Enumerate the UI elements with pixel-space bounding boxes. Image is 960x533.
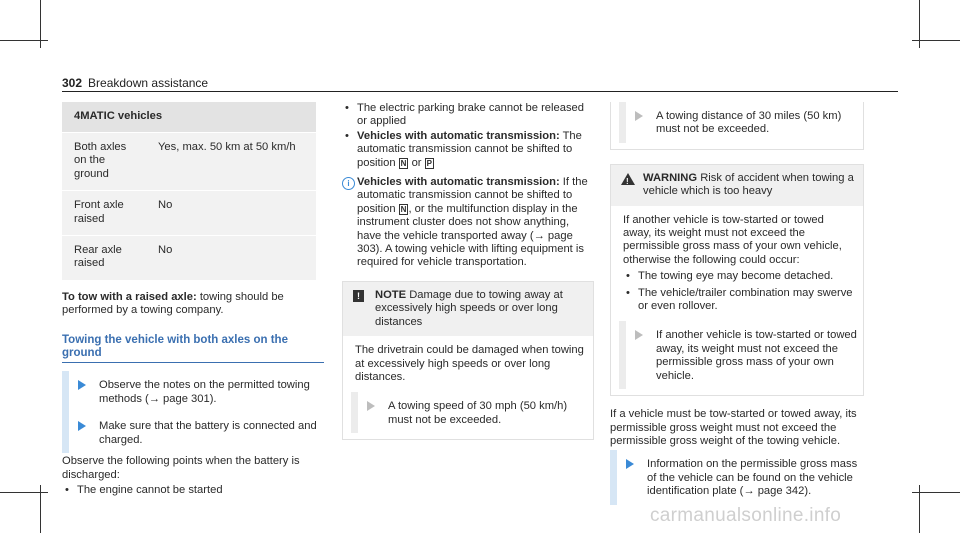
bullet-item: • The engine cannot be started — [62, 484, 324, 497]
arrow-right-icon — [367, 401, 375, 411]
arrow-right-icon — [635, 111, 643, 121]
bullet-lead: Vehicles with automatic transmission: — [357, 129, 560, 142]
gear-n-icon: N — [400, 204, 407, 214]
table-cell: Front axle raised — [62, 191, 146, 236]
page-header — [62, 76, 208, 90]
arrow-right-icon — [635, 330, 643, 340]
note-icon: ! — [353, 290, 364, 302]
table-cell: No — [146, 236, 316, 280]
raised-axle-text: towing should be performed by a towing company. — [62, 290, 284, 317]
crop-mark — [0, 40, 48, 41]
bullet-text: The automatic transmission cannot be shifted to position — [357, 129, 582, 169]
arrow-right-icon — [78, 380, 86, 390]
step-text: Make sure that the battery is connected and charged. — [99, 420, 317, 446]
column-3 — [610, 102, 864, 505]
warning-text: If another vehicle is tow-started or towed away, its weight must not exceed the permissible gross mass of your own vehicle, otherwise the following could occur: — [623, 213, 842, 266]
step-item — [619, 102, 863, 143]
warning-box — [610, 164, 864, 396]
note-box — [342, 281, 594, 440]
step-text: Information on the permissible gross mass of the vehicle can be found on the vehicle identification plate (→ page 342). — [647, 458, 858, 498]
subheading: Towing the vehicle with both axles on the ground — [62, 333, 288, 360]
table-row — [62, 236, 316, 280]
table-cell: Rear axle raised — [62, 236, 146, 280]
table-row — [62, 133, 316, 191]
observe-text: Observe the following points when the battery is discharged: — [62, 455, 300, 481]
table-cell: Yes, max. 50 km at 50 km/h — [146, 133, 316, 191]
bullet-item: • The towing eye may become detached. — [623, 270, 855, 283]
note-text: The drivetrain could be damaged when towing at excessively high speeds or over long distances. — [355, 344, 584, 383]
warning-header — [611, 165, 863, 206]
column-1 — [62, 102, 324, 497]
warning-icon: ! — [621, 173, 635, 185]
subheading-block — [62, 334, 324, 364]
bullet-item: • The electric parking brake cannot be released or applied — [342, 102, 594, 129]
crop-mark — [912, 492, 960, 493]
bullet-item — [342, 130, 594, 170]
warning-body — [611, 206, 863, 322]
gear-n-icon: N — [400, 158, 407, 168]
note-continuation-box — [610, 102, 864, 150]
crop-mark — [912, 40, 960, 41]
subheading-rule — [62, 362, 324, 363]
step-text: A towing distance of 30 miles (50 km) must not be exceeded. — [656, 110, 842, 136]
towing-table — [62, 102, 316, 280]
step-item — [62, 412, 324, 453]
section-title: Breakdown assistance — [88, 76, 209, 90]
towing-paragraph: If a vehicle must be tow-started or towed away, its permissible gross weight must not exceed the permissible gross weight of the towing vehicle. — [610, 408, 857, 447]
arrow-right-icon — [78, 421, 86, 431]
raised-axle-paragraph — [62, 291, 324, 318]
step-text: Observe the notes on the permitted towing methods (→ page 301). — [99, 379, 310, 405]
crop-mark — [0, 492, 48, 493]
step-item — [62, 371, 324, 412]
step-item — [610, 450, 864, 504]
step-item — [619, 321, 863, 389]
note-body — [343, 336, 593, 392]
bullet-text: or — [411, 156, 422, 169]
info-text: , or the multifunction display in the instrument cluster does not show anything, have the vehicle transported away (→ page 303). A towing vehicle with lifting equipment is required for vehicle transportation. — [357, 202, 584, 269]
table-title: 4MATIC vehicles — [62, 102, 316, 133]
info-lead: Vehicles with automatic transmission: — [357, 176, 560, 189]
note-title: Damage due to towing away at excessively high speeds or over long distances — [375, 288, 563, 328]
info-text: If the automatic transmission cannot be shifted to position — [357, 176, 588, 215]
info-icon: i — [342, 177, 355, 190]
header-rule — [62, 91, 898, 92]
arrow-right-icon — [626, 459, 634, 469]
page-number: 302 — [62, 76, 83, 90]
note-header — [343, 282, 593, 336]
step-text: If another vehicle is tow-started or towed away, its weight must not exceed the permissible gross mass of your own vehicle. — [656, 329, 857, 382]
raised-axle-lead: To tow with a raised axle: — [62, 290, 197, 303]
step-text: A towing speed of 30 mph (50 km/h) must not be exceeded. — [388, 400, 568, 426]
watermark: carmanualsonline.info — [650, 505, 842, 526]
warning-title: Risk of accident when towing a vehicle which is too heavy — [643, 171, 854, 198]
info-paragraph — [342, 176, 594, 270]
note-label: NOTE — [375, 288, 407, 301]
bullet-item: • The vehicle/trailer combination may swerve or even rollover. — [623, 287, 855, 314]
column-2 — [342, 102, 594, 440]
table-cell: Both axles on the ground — [62, 133, 146, 191]
warning-label: WARNING — [643, 171, 698, 184]
table-row — [62, 191, 316, 236]
table-cell: No — [146, 191, 316, 236]
step-item — [351, 392, 593, 433]
gear-p-icon: P — [426, 158, 432, 168]
